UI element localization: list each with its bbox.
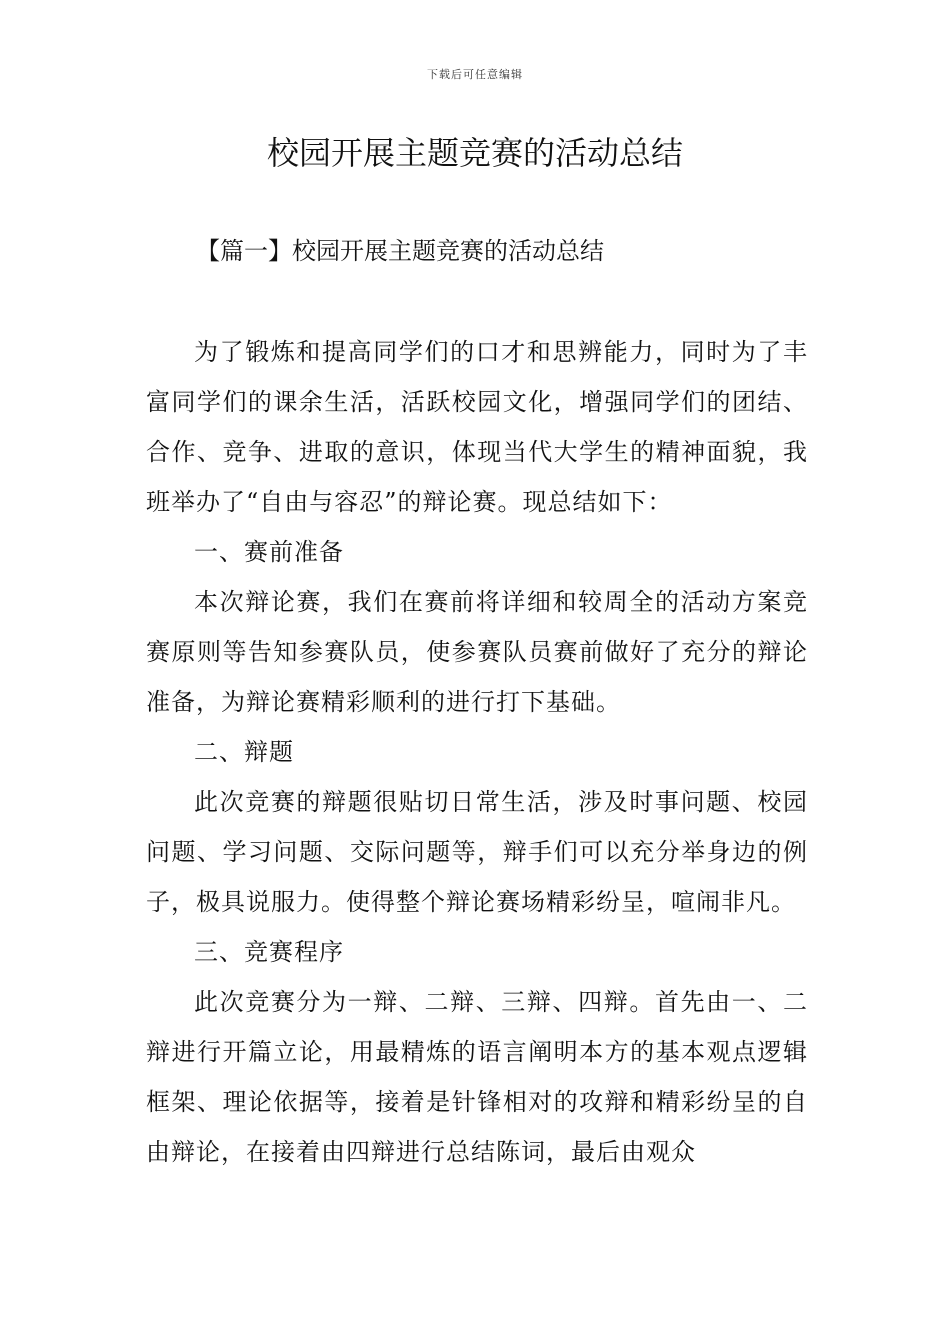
subheading-preparation: 一、赛前准备 bbox=[194, 538, 344, 566]
page-header-note: 下载后可任意编辑 bbox=[427, 68, 523, 81]
document-body bbox=[146, 327, 808, 1177]
intro-paragraph: 为了锻炼和提高同学们的口才和思辨能力，同时为了丰富同学们的课余生活，活跃校园文化，增强同学们的团结、合作、竞争、进取的意识，体现当代大学生的精神面貌，我班举办了“自由与容忍”的辩论赛。现总结如下： bbox=[146, 338, 808, 516]
document-title: 校园开展主题竞赛的活动总结 bbox=[266, 134, 683, 172]
section-heading: 【篇一】校园开展主题竞赛的活动总结 bbox=[196, 237, 604, 265]
topic-paragraph: 此次竞赛的辩题很贴切日常生活，涉及时事问题、校园问题、学习问题、交际问题等，辩手们可以充分举身边的例子，极具说服力。使得整个辩论赛场精彩纷呈，喧闹非凡。 bbox=[146, 788, 808, 916]
procedure-paragraph: 此次竞赛分为一辩、二辩、三辩、四辩。首先由一、二辩进行开篇立论，用最精炼的语言阐明本方的基本观点逻辑框架、理论依据等，接着是针锋相对的攻辩和精彩纷呈的自由辩论，在接着由四辩进行总结陈词，最后由观众 bbox=[146, 988, 808, 1166]
preparation-paragraph: 本次辩论赛，我们在赛前将详细和较周全的活动方案竞赛原则等告知参赛队员，使参赛队员赛前做好了充分的辩论准备，为辩论赛精彩顺利的进行打下基础。 bbox=[146, 588, 808, 716]
subheading-topic: 二、辩题 bbox=[194, 738, 294, 766]
subheading-procedure: 三、竞赛程序 bbox=[194, 938, 344, 966]
